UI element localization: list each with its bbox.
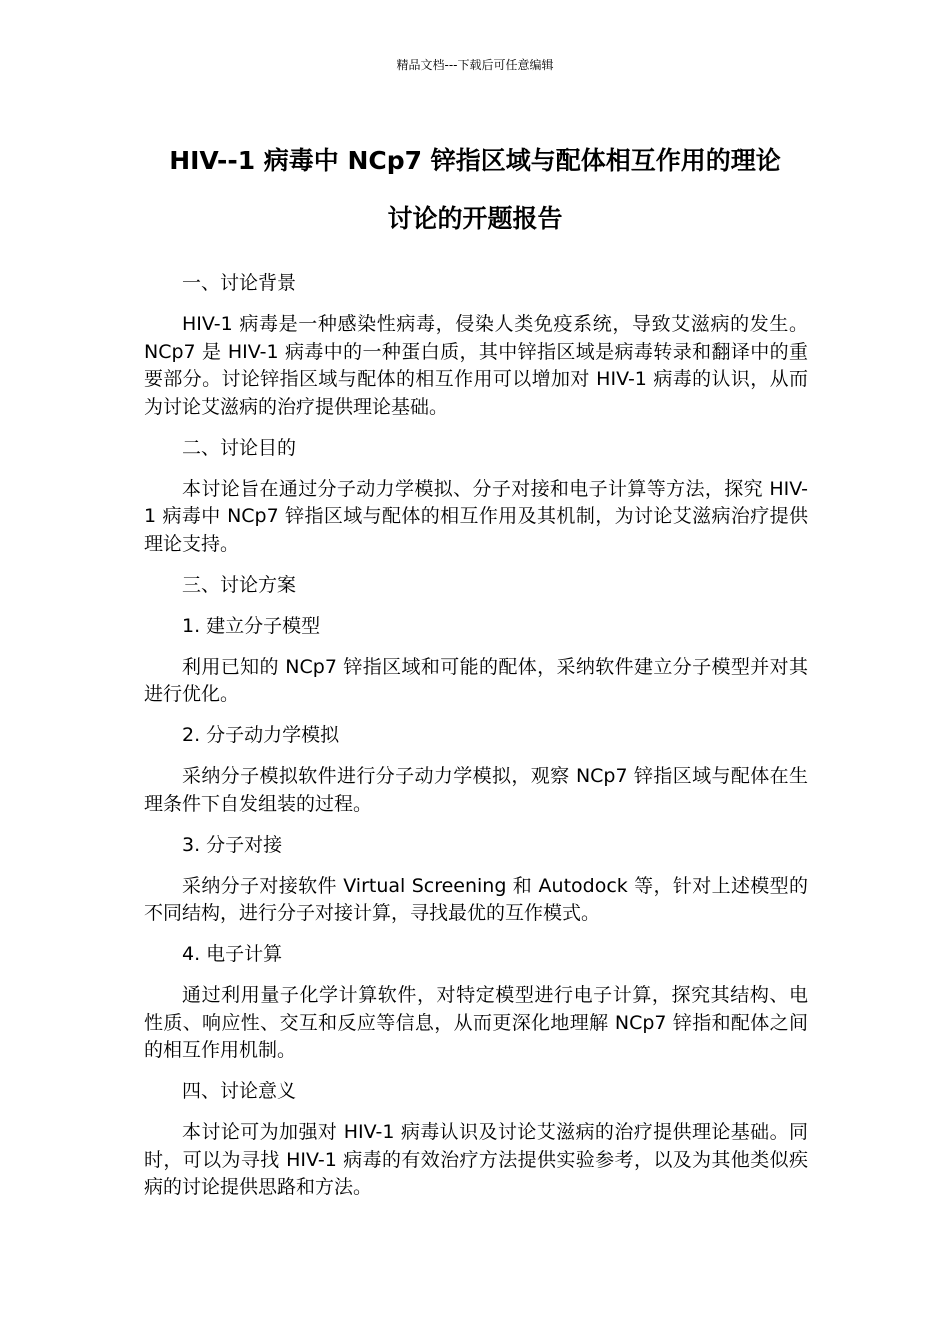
title-line-1: HIV--1 病毒中 NCp7 锌指区域与配体相互作用的理论 (169, 146, 781, 175)
section-heading-background: 一、讨论背景 (182, 272, 297, 294)
paragraph-significance: 本讨论可为加强对 HIV-1 病毒认识及讨论艾滋病的治疗提供理论基础。同时，可以为寻找 HIV-1 病毒的有效治疗方法提供实验参考，以及为其他类似疾病的讨论提供思路和方法。 (144, 1121, 808, 1198)
paragraph-electronic-calc: 通过利用量子化学计算软件，对特定模型进行电子计算，探究其结构、电性质、响应性、交互和反应等信息，从而更深化地理解 NCp7 锌指和配体之间的相互作用机制。 (144, 984, 808, 1061)
paragraph-background: HIV-1 病毒是一种感染性病毒，侵染人类免疫系统，导致艾滋病的发生。NCp7 是 HIV-1 病毒中的一种蛋白质，其中锌指区域是病毒转录和翻译中的重要部分。讨论锌指区域与配体的相互作用可以增加对 HIV-1 病毒的认识，从而为讨论艾滋病的治疗提供理论基础。 (144, 313, 808, 418)
section-heading-purpose: 二、讨论目的 (182, 436, 297, 459)
header-note: 精品文档---下载后可任意编辑 (396, 58, 554, 72)
title-line-2: 讨论的开题报告 (387, 204, 563, 233)
subheading-model: 1. 建立分子模型 (182, 614, 321, 637)
document-title (120, 132, 830, 248)
paragraph-purpose: 本讨论旨在通过分子动力学模拟、分子对接和电子计算等方法，探究 HIV-1 病毒中 NCp7 锌指区域与配体的相互作用及其机制，为讨论艾滋病治疗提供理论支持。 (144, 477, 808, 555)
subheading-docking: 3. 分子对接 (182, 833, 283, 856)
section-heading-plan: 三、讨论方案 (182, 573, 297, 596)
document-body (144, 270, 808, 1215)
paragraph-docking: 采纳分子对接软件 Virtual Screening 和 Autodock 等，针对上述模型的不同结构，进行分子对接计算，寻找最优的互作模式。 (144, 874, 808, 924)
section-heading-significance: 四、讨论意义 (182, 1080, 297, 1102)
subheading-electronic-calc: 4. 电子计算 (182, 943, 283, 965)
subheading-md-simulation: 2. 分子动力学模拟 (182, 724, 340, 746)
paragraph-model: 利用已知的 NCp7 锌指区域和可能的配体，采纳软件建立分子模型并对其进行优化。 (144, 655, 808, 705)
paragraph-md-simulation: 采纳分子模拟软件进行分子动力学模拟，观察 NCp7 锌指区域与配体在生理条件下自发组装的过程。 (144, 765, 808, 815)
